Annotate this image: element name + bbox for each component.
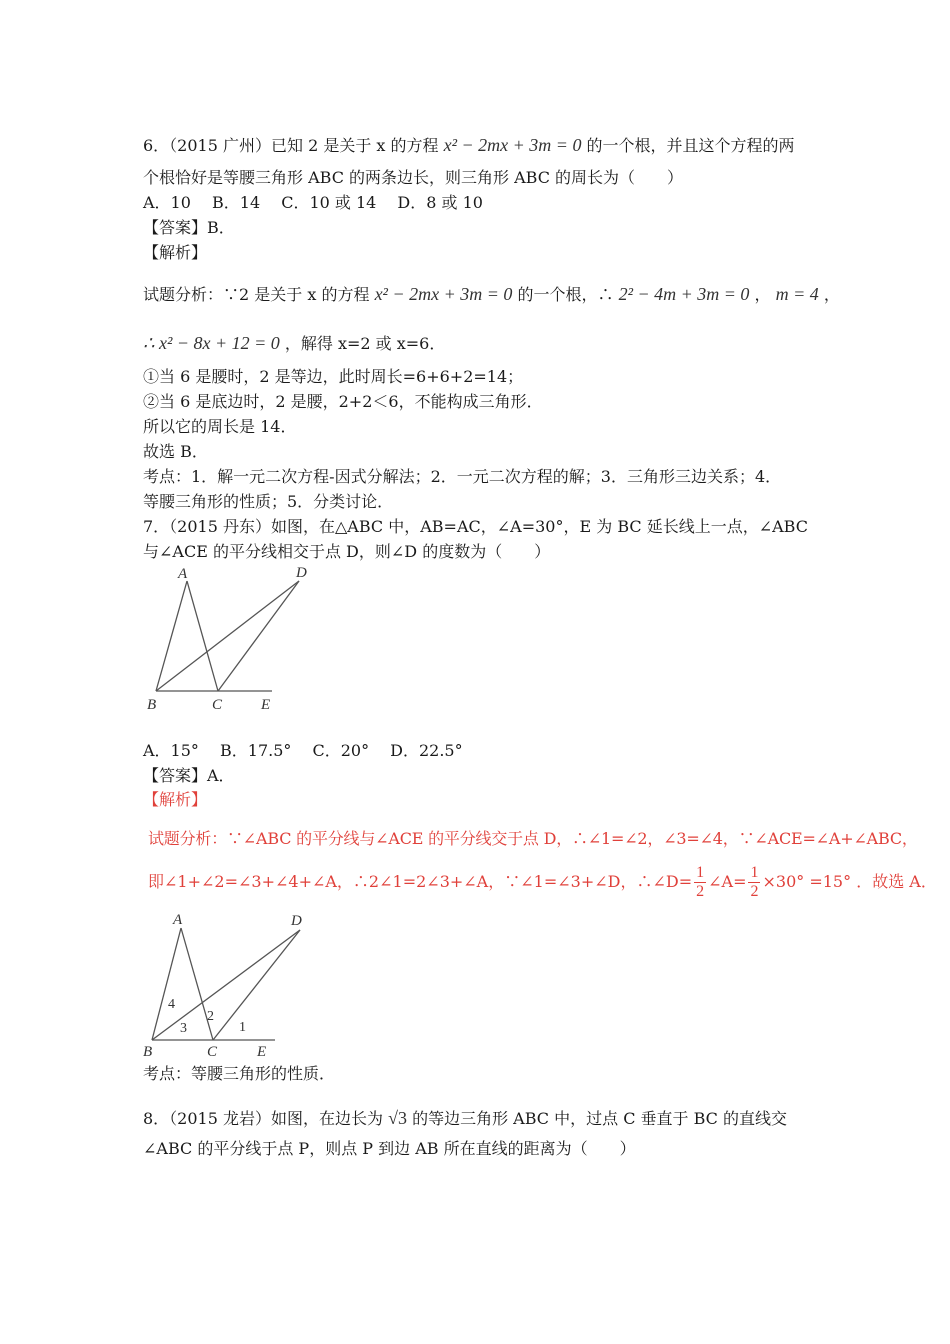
q6-knowledge-points-1: 考点：1．解一元二次方程-因式分解法；2．一元二次方程的解；3．三角形三边关系；4． [143, 467, 782, 486]
q6-analysis-text2: 的一个根，∴ [517, 285, 614, 304]
q7-analysis-text: 即∠1+∠2=∠3+∠4+∠A，∴2∠1=2∠3+∠A，∵∠1=∠3+∠D，∴∠D= [148, 872, 693, 891]
one-half-fraction: $\frac{1}{2}$ [696, 864, 705, 900]
fig2-angle-4: 4 [168, 997, 175, 1012]
q6-choose: 故选 B． [143, 442, 208, 461]
q7-analysis-label: 【解析】 [143, 790, 208, 809]
q6-stem-text-end: 的一个根，并且这个方程的两 [586, 136, 795, 155]
q7-analysis-line2 [148, 862, 937, 908]
q7-solution-figure [135, 910, 315, 1060]
q6-analysis-text: 试题分析：∵2 是关于 x 的方程 [143, 285, 370, 304]
fig-label-E: E [261, 697, 271, 713]
q6-analysis-eq3: m = 4 [775, 284, 819, 304]
fig2-angle-2: 2 [207, 1009, 214, 1024]
fig-label-A: A [178, 566, 188, 582]
fig2-angle-3: 3 [180, 1021, 187, 1036]
q6-equation: x² − 2mx + 3m = 0 [443, 135, 582, 155]
q6-analysis-eq1: x² − 2mx + 3m = 0 [374, 284, 513, 304]
fig2-label-B: B [143, 1044, 153, 1060]
q6-analysis-eq4: ∴ x² − 8x + 12 = 0 [143, 333, 280, 353]
q7-knowledge-points: 考点：等腰三角形的性质． [143, 1064, 336, 1083]
q8-stem-line1 [143, 1106, 787, 1131]
q6-case1: ①当 6 是腰时，2 是等边，此时周长=6+6+2=14； [143, 367, 524, 386]
q6-knowledge-points-2: 等腰三角形的性质；5．分类讨论． [143, 492, 394, 511]
fig2-angle-1: 1 [239, 1020, 246, 1035]
q7-analysis-text3: ×30° =15° ．故选 A． [762, 872, 937, 891]
q6-analysis-eq2: 2² − 4m + 3m = 0 [618, 284, 750, 304]
q6-answer: 【答案】B． [143, 218, 235, 237]
fig2-label-C: C [207, 1044, 218, 1060]
q8-stem-text-end: 的等边三角形 ABC 中，过点 C 垂直于 BC 的直线交 [412, 1109, 787, 1128]
q7-analysis-text2: ∠A= [708, 872, 747, 891]
q6-analysis-line2 [143, 333, 445, 354]
one-half-fraction-2: $\frac{1}{2}$ [750, 864, 759, 900]
q7-stem-line1: 7．（2015 丹东）如图，在△ABC 中，AB=AC，∠A=30°，E 为 BC 延长线上一点，∠ABC [143, 517, 808, 536]
fig-label-D: D [296, 565, 307, 581]
q8-stem-text: 8．（2015 龙岩）如图，在边长为 [143, 1109, 383, 1128]
fig2-label-A: A [173, 912, 183, 928]
q7-analysis-line1: 试题分析：∵∠ABC 的平分线与∠ACE 的平分线交于点 D，∴∠1=∠2，∠3=∠4，∵∠ACE=∠A+∠ABC， [148, 829, 918, 848]
q6-options: A．10 B．14 C．10 或 14 D．8 或 10 [143, 193, 483, 212]
fig-label-B: B [147, 697, 157, 713]
fig2-label-E: E [257, 1044, 267, 1060]
q6-conclusion: 所以它的周长是 14． [143, 417, 297, 436]
q6-stem-line1 [143, 135, 795, 156]
fig-label-C: C [212, 697, 223, 713]
q6-analysis-solution: ，解得 x=2 或 x=6． [284, 334, 446, 353]
q6-stem-line2: 个根恰好是等腰三角形 ABC 的两条边长，则三角形 ABC 的周长为（ ） [143, 168, 684, 187]
q6-stem-text: 6．（2015 广州）已知 2 是关于 x 的方程 [143, 136, 439, 155]
fig2-label-D: D [291, 913, 302, 929]
sqrt3-value: √3 [388, 1108, 407, 1128]
q7-figure [140, 565, 310, 715]
q6-analysis-line1 [143, 284, 840, 305]
q7-options: A．15° B．17.5° C．20° D．22.5° [143, 741, 463, 760]
q6-analysis-sep: ， [754, 285, 771, 304]
q7-answer: 【答案】A． [143, 766, 235, 785]
q8-stem-line2: ∠ABC 的平分线于点 P，则点 P 到边 AB 所在直线的距离为（ ） [143, 1139, 636, 1158]
q6-analysis-label: 【解析】 [143, 243, 208, 262]
q7-stem-line2: 与∠ACE 的平分线相交于点 D，则∠D 的度数为（ ） [143, 542, 551, 561]
q6-analysis-end: ， [823, 285, 840, 304]
q6-case2: ②当 6 是底边时，2 是腰，2+2＜6，不能构成三角形． [143, 392, 543, 411]
